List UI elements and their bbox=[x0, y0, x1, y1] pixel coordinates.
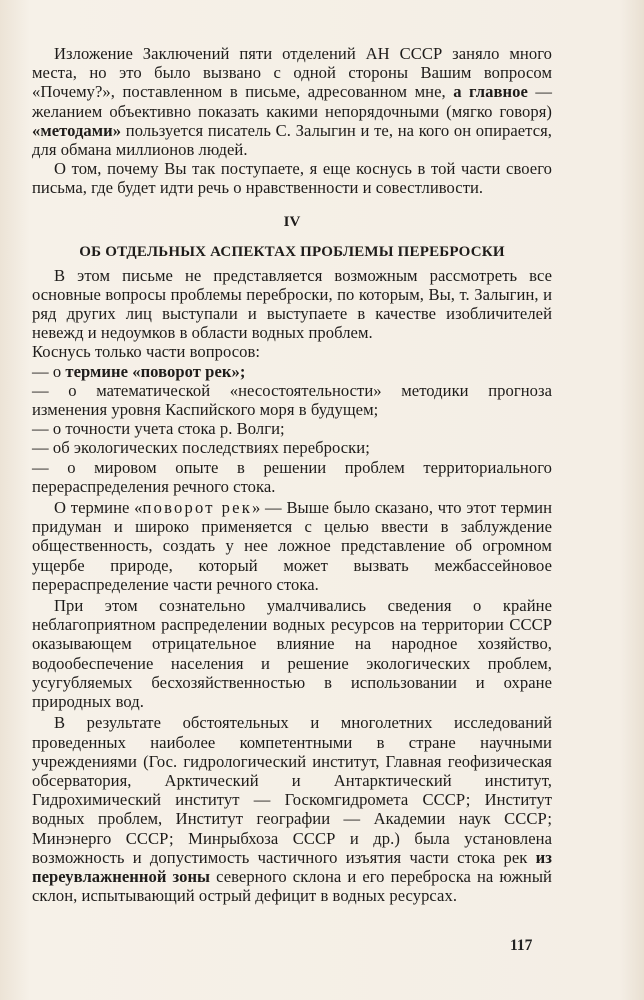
paragraph-2: О том, почему Вы так поступаете, я еще коснусь в той части своего письма, где будет идти речь о нравственности и совестливости. bbox=[32, 159, 552, 198]
paragraph-3: В этом письме не представляется возможным рассмотреть все основные вопросы проблемы переброски, по которым, Вы, т. Залыгин, и ряд других лиц выступали и выступаете в качестве изобличителей невежд и недоумков в области водных проблем. bbox=[32, 265, 552, 343]
paragraph-5: При этом сознательно умалчивались сведения о крайне неблагоприятном распределении водных ресурсов на территории СССР оказывающем отрицательное влияние на народное хозяйство, водообеспечение населения и решение экологических проблем, усугубляемых бесхозяйственностью в использовании и охране природных вод. bbox=[32, 596, 552, 712]
page-number: 117 bbox=[510, 937, 533, 954]
list-item: — о мировом опыте в решении проблем территориального перераспределения речного стока. bbox=[32, 457, 552, 496]
list-intro: Коснусь только части вопросов: bbox=[32, 342, 261, 362]
list-item: — об экологических последствиях переброски; bbox=[32, 438, 370, 458]
section-number: IV bbox=[283, 213, 301, 230]
list-item: — о точности учета стока р. Волги; bbox=[32, 419, 285, 439]
page-body bbox=[32, 44, 552, 905]
section-heading: ОБ ОТДЕЛЬНЫХ АСПЕКТАХ ПРОБЛЕМЫ ПЕРЕБРОСКИ bbox=[79, 243, 505, 260]
bold-phrase: термине «поворот рек»; bbox=[65, 361, 246, 381]
paragraph-1: Изложение Заключений пяти отделений АН СССР заняло много места, но это было вызвано с одной стороны Вашим вопросом «Почему?», поставленном в письме, адресованном мне, а главное — желанием объективно показать какими непорядочными (мягко говоря) «методами» пользуется писатель С. Залыгин и те, на кого он опирается, для обмана миллионов людей. bbox=[32, 44, 552, 160]
paragraph-4: О термине «поворот рек» — Выше было сказано, что этот термин придуман и широко применяется с целью ввести в заблуждение общественность, создать у нее ложное представление об огромном ущербе природе, который может вызвать межбассейновое перераспределение части речного стока. bbox=[32, 498, 553, 594]
bold-phrase: а главное bbox=[453, 82, 528, 102]
bold-phrase: из переувлажненной зоны bbox=[32, 847, 552, 886]
bold-phrase: «методами» bbox=[32, 120, 122, 140]
spaced-term: поворот рек bbox=[142, 498, 252, 518]
paragraph-6: В результате обстоятельных и многолетних исследований проведенных наиболее компетентными в стране научными учреждениями (Гос. гидрологический институт, Главная геофизическая обсерватория, Арктический и Антарктический институт, Гидрохимический институт — Госкомгидромета СССР; Институт водных проблем, Институт географии — Академии наук СССР; Минэнерго СССР; Минрыбхоза СССР и др.) была установлена возможность и допустимость частичного изъятия части стока рек из переувлажненной зоны северного склона и его переброска на южный склон, испытывающий острый дефицит в водных ресурсах. bbox=[32, 713, 552, 906]
list-item: — о математической «несостоятельности» методики прогноза изменения уровня Каспийского моря в будущем; bbox=[32, 380, 552, 420]
list-item: — о термине «поворот рек»; bbox=[32, 361, 246, 381]
